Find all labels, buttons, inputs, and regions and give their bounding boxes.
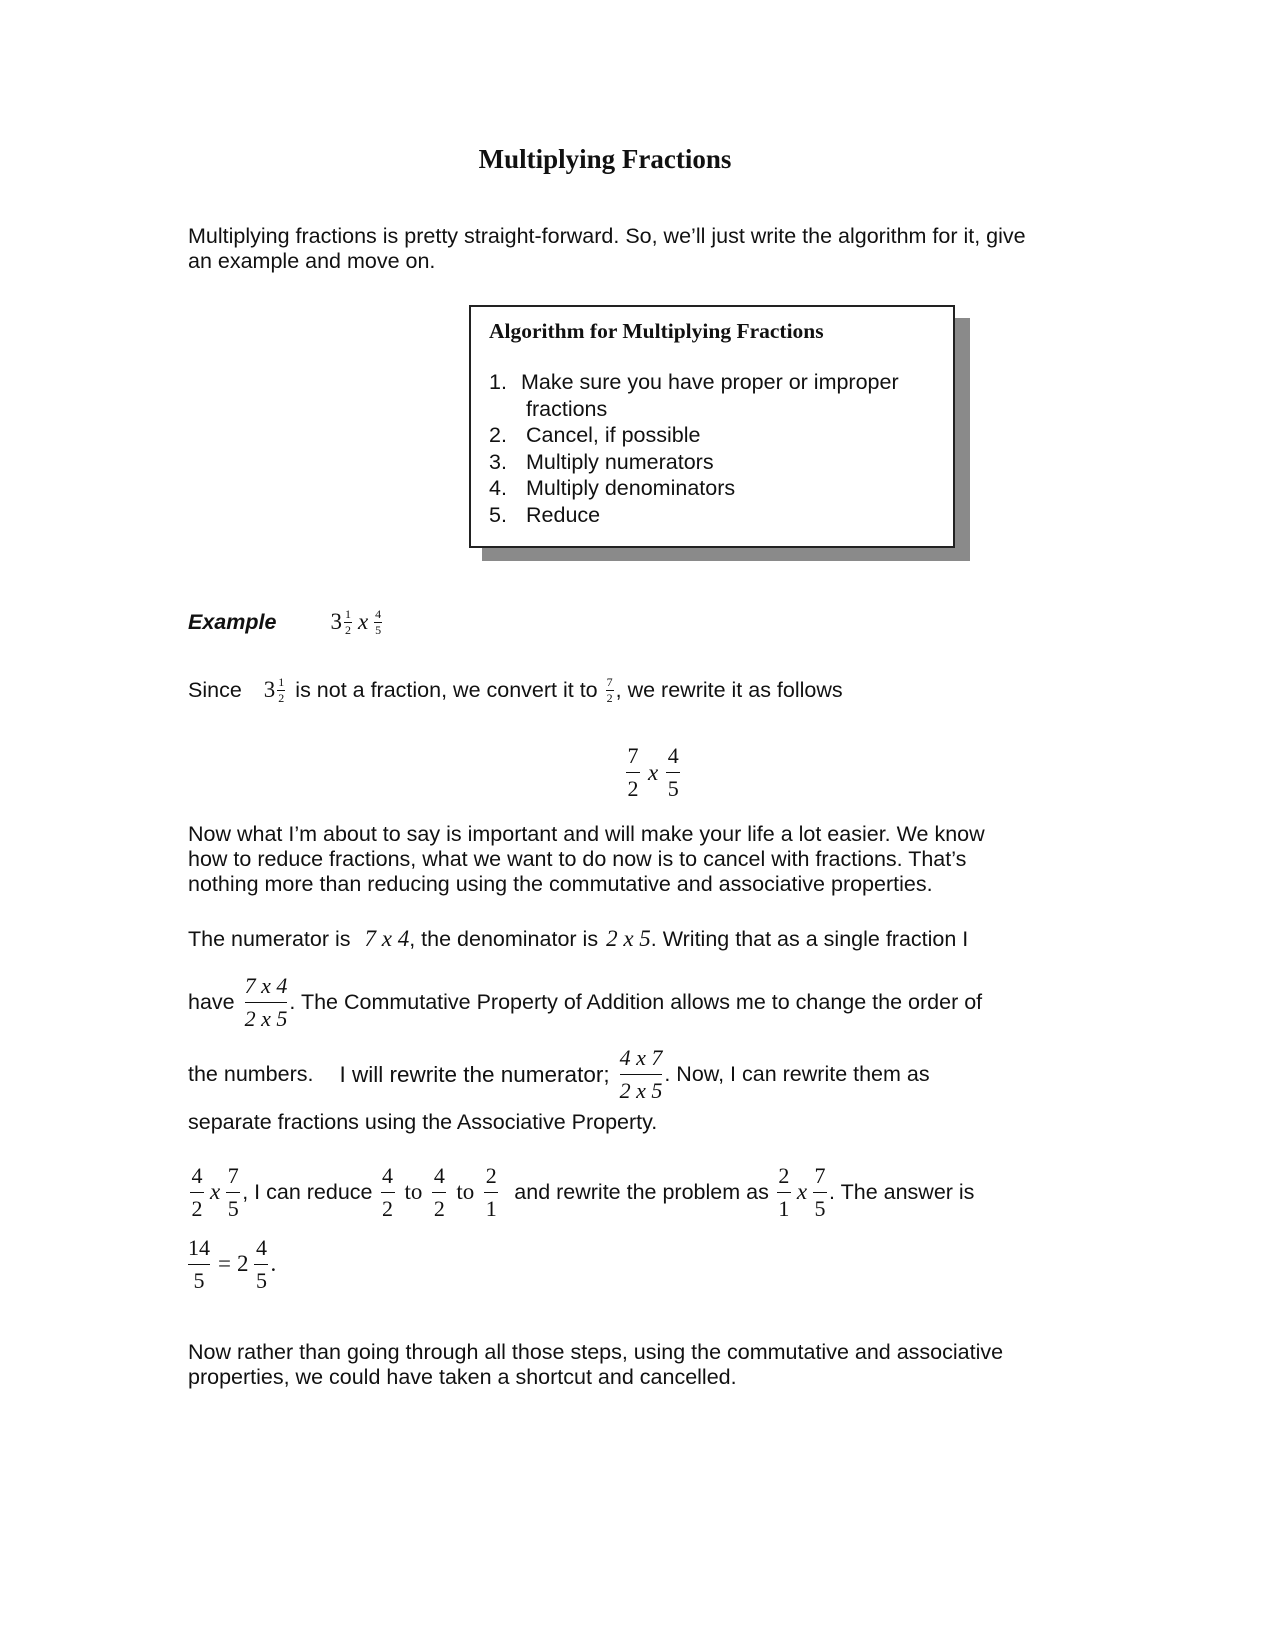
numerator: 4: [382, 1162, 393, 1188]
fraction: [620, 1046, 663, 1103]
have-line: [188, 968, 982, 1036]
intro-line: an example and move on.: [188, 249, 436, 273]
example-fraction-2: [374, 606, 382, 637]
denominator: 5: [814, 1195, 826, 1221]
numerator: 7 x 4: [244, 972, 288, 998]
denominator-expression: 2 x 5: [606, 926, 651, 951]
example-line: [188, 604, 384, 640]
text: . Writing that as a single fraction I: [650, 926, 969, 951]
fraction-bar: [777, 1192, 791, 1193]
fraction: [188, 1236, 210, 1293]
intro-line: Multiplying fractions is pretty straight-forward. So, we’ll just write the algorithm for it, give: [188, 224, 1026, 248]
algorithm-step: [489, 369, 899, 422]
since-line: [188, 672, 843, 708]
numerator-line: [188, 924, 968, 954]
important-paragraph: [188, 822, 1088, 897]
fraction-bar: [813, 1192, 827, 1193]
fraction: [484, 1164, 498, 1221]
fraction-bar: [188, 1264, 210, 1265]
answer-whole: 2: [236, 1251, 249, 1276]
denominator: 5: [193, 1267, 205, 1293]
text: the numbers.: [188, 1061, 314, 1086]
fraction-bar: [381, 1192, 395, 1193]
fraction-bar: [254, 1264, 268, 1265]
converted-fraction: [606, 674, 614, 705]
times-sign: x: [210, 1179, 221, 1204]
denominator: 2 x 5: [244, 1005, 288, 1031]
example-label: Example: [188, 609, 277, 634]
fraction: [245, 974, 288, 1031]
fraction-bar: [626, 772, 640, 773]
times-sign: x: [357, 609, 369, 634]
text: . Now, I can rewrite them as: [664, 1061, 930, 1086]
fraction: [777, 1164, 791, 1221]
denominator: 2: [433, 1195, 445, 1221]
fraction: [226, 1164, 240, 1221]
step-number: 1.: [489, 370, 507, 394]
numerator: 4: [433, 1162, 445, 1188]
times-sign: x: [796, 1179, 808, 1204]
text: , the denominator is: [409, 926, 599, 951]
mixed-fraction: [277, 674, 285, 705]
text: and rewrite the problem as: [514, 1179, 769, 1204]
algorithm-step: [489, 502, 899, 529]
step-text: Make sure you have proper or improper: [521, 370, 899, 394]
denominator: 5: [667, 776, 679, 801]
numerator: 7: [627, 743, 639, 768]
numerator-expression: 7 x 4: [364, 926, 410, 951]
fraction-bar: [620, 1074, 663, 1075]
numerator: 2: [778, 1162, 790, 1188]
separate-line: separate fractions using the Associative Property.: [188, 1110, 658, 1134]
paragraph-line: nothing more than reducing using the commutative and associative properties.: [188, 872, 933, 896]
numerator: 4 x 7: [619, 1044, 663, 1070]
text: . The Commutative Property of Addition allows me to change the order of: [289, 989, 983, 1014]
step-text-continued: fractions: [526, 396, 608, 421]
fraction: [626, 744, 640, 801]
step-text: Multiply numerators: [526, 449, 714, 474]
numerator: 2: [485, 1162, 497, 1188]
to-text: to: [456, 1179, 475, 1204]
step-number: 5.: [489, 502, 507, 527]
text: , I can reduce: [242, 1179, 373, 1204]
denominator: 2: [382, 1195, 393, 1221]
period: .: [270, 1251, 277, 1276]
step-text: Cancel, if possible: [526, 423, 701, 447]
numerator: 7: [606, 674, 613, 689]
denominator: 2 x 5: [619, 1077, 663, 1103]
to-text: to: [404, 1179, 423, 1204]
numerator: 1: [344, 606, 351, 621]
times-sign: x: [648, 759, 659, 785]
rewrite-expression: [624, 744, 682, 801]
denominator: 2: [191, 1195, 203, 1221]
numerator: 4: [255, 1234, 267, 1260]
intro-paragraph: [188, 224, 1088, 274]
step-number: 2.: [489, 423, 507, 447]
since-text: Since: [188, 677, 242, 702]
fraction-bar: [666, 772, 680, 773]
step-number: 3.: [489, 449, 507, 474]
numerator: 7: [227, 1162, 239, 1188]
fraction: [254, 1236, 268, 1293]
text: . The answer is: [829, 1179, 975, 1204]
fraction-bar: [245, 1002, 288, 1003]
step-text: Reduce: [526, 502, 601, 527]
since-mid-text: is not a fraction, we convert it to: [295, 677, 598, 702]
denominator: 5: [227, 1195, 239, 1221]
example-fraction-1: [344, 606, 352, 637]
algorithm-title: Algorithm for Multiplying Fractions: [489, 319, 824, 343]
denominator: 2: [278, 690, 285, 705]
numerator: 1: [278, 674, 285, 689]
numerator: 14: [188, 1234, 210, 1260]
algorithm-step: [489, 422, 899, 449]
since-tail-text: , we rewrite it as follows: [615, 677, 843, 702]
algorithm-steps: [489, 369, 899, 528]
reduce-line: [188, 1160, 974, 1224]
fraction: [432, 1164, 446, 1221]
algorithm-step: [489, 449, 899, 476]
fraction-bar: [484, 1192, 498, 1193]
paragraph-line: how to reduce fractions, what we want to do now is to cancel with fractions. That’s: [188, 847, 967, 871]
algorithm-step: [489, 475, 899, 502]
denominator: 2: [627, 776, 639, 801]
step-text: Multiply denominators: [526, 476, 736, 500]
step-number: 4.: [489, 476, 507, 500]
algorithm-box: [469, 305, 955, 548]
denominator: 1: [485, 1195, 497, 1221]
fraction-bar: [226, 1192, 240, 1193]
denominator: 2: [344, 622, 351, 637]
text: The numerator is: [188, 926, 351, 951]
numerator: 4: [191, 1162, 203, 1188]
fraction-bar: [432, 1192, 446, 1193]
denominator: 2: [606, 690, 613, 705]
paragraph-line: Now rather than going through all those steps, using the commutative and associative: [188, 1340, 1004, 1364]
paragraph-line: properties, we could have taken a shortcut and cancelled.: [188, 1365, 737, 1389]
fraction-bar: [190, 1192, 204, 1193]
equals-sign: =: [218, 1251, 231, 1276]
text: have: [188, 989, 235, 1014]
fraction: [666, 744, 680, 801]
answer-line: [188, 1232, 276, 1296]
example-whole: 3: [330, 609, 342, 634]
fraction: [190, 1164, 204, 1221]
numerator: 7: [814, 1162, 826, 1188]
numbers-line: [188, 1040, 930, 1108]
denominator: 5: [255, 1267, 267, 1293]
denominator: 5: [375, 622, 382, 637]
text: I will rewrite the numerator;: [339, 1061, 610, 1087]
numerator: 4: [375, 606, 382, 621]
denominator: 1: [778, 1195, 790, 1221]
mixed-whole: 3: [263, 677, 276, 702]
fraction: [381, 1164, 395, 1221]
closing-paragraph: [188, 1340, 1088, 1390]
fraction: [813, 1164, 827, 1221]
page-title: Multiplying Fractions: [478, 144, 732, 174]
paragraph-line: Now what I’m about to say is important and will make your life a lot easier. We know: [188, 822, 985, 846]
numerator: 4: [667, 743, 679, 768]
